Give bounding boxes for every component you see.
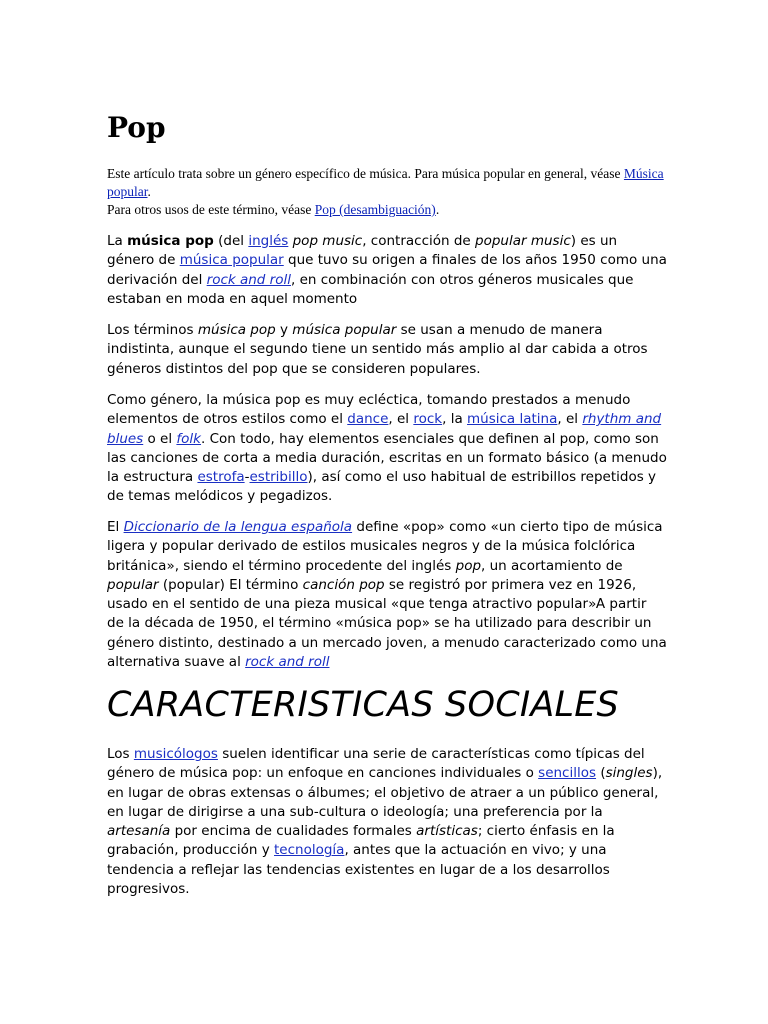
link-tecnologia[interactable]: tecnología xyxy=(274,842,345,859)
article-title: Pop xyxy=(107,111,166,144)
italic-term: popular xyxy=(107,576,159,593)
text: , un acortamiento de xyxy=(481,557,623,574)
text: se registró por primera vez en 1926, usado en el sentido de una pieza musical «que tenga atractivo popular»A partir de la década de 1950, el término «música pop» se ha utilizado para describir un género distinto, destinado a un mercado joven, a menudo caracterizado como una alternativa suave al xyxy=(107,576,667,671)
text: ), así como el uso habitual de estribillos repetidos y de temas melódicos y pegadizos. xyxy=(107,469,657,505)
link-estribillo[interactable]: estribillo xyxy=(249,469,308,486)
italic-term: canción pop xyxy=(302,576,385,593)
bold-term: música pop xyxy=(127,233,214,249)
italic-term: pop music xyxy=(292,233,363,249)
text: ; cierto énfasis en la grabación, producción y xyxy=(107,823,615,859)
link-rock[interactable]: rock xyxy=(413,411,443,428)
hatnote xyxy=(107,165,667,219)
text: , la xyxy=(442,411,468,428)
link-rock-and-roll[interactable]: rock and roll xyxy=(206,271,291,288)
link-ingles[interactable]: inglés xyxy=(248,233,289,249)
text: , en combinación con otros géneros musicales que estaban en moda en aquel momento xyxy=(107,271,634,307)
text: que tuvo su origen a finales de los años 1950 como una derivación del xyxy=(107,252,667,288)
italic-term: pop xyxy=(455,557,482,574)
link-musica-popular[interactable]: música popular xyxy=(179,252,284,269)
text: , contracción de xyxy=(362,233,476,249)
italic-term: artesanía xyxy=(107,823,171,840)
text: , el xyxy=(388,411,414,428)
text: - xyxy=(244,469,250,486)
italic-term: singles xyxy=(605,765,653,782)
link-rhythm-and-blues[interactable]: rhythm and blues xyxy=(107,411,662,447)
text: define «pop» como «un cierto tipo de música ligera y popular derivado de estilos musicales negros y de la música folclórica británica», siendo el término procedente del inglés xyxy=(107,519,663,574)
text: ), en lugar de obras extensas o álbumes; el objetivo de atraer a un público general, en lugar de dirigirse a una sub-cultura o ideología; una preferencia por la xyxy=(107,765,663,820)
text: ) es un género de xyxy=(107,233,618,269)
link-dance[interactable]: dance xyxy=(347,411,389,428)
link-musica-popular[interactable]: Música popular xyxy=(107,166,664,199)
text: Como género, la música pop es muy ecléctica, tomando prestados a menudo elementos de otros estilos como el xyxy=(107,392,631,428)
link-musicologos[interactable]: musicólogos xyxy=(133,746,218,762)
text: suelen identificar una serie de características como típicas del género de música pop: un enfoque en canciones individuales o xyxy=(107,746,645,782)
italic-term: música pop xyxy=(197,322,276,338)
link-diccionario[interactable]: Diccionario de la lengua española xyxy=(123,519,353,535)
text: La xyxy=(107,233,128,249)
text: El xyxy=(107,519,124,535)
paragraph-intro xyxy=(107,232,667,309)
text: Los términos xyxy=(107,322,198,338)
paragraph-social xyxy=(107,745,667,899)
link-estrofa[interactable]: estrofa xyxy=(197,469,245,486)
link-folk[interactable]: folk xyxy=(176,430,202,447)
paragraph-diccionario xyxy=(107,518,667,672)
hatnote-text: Este artículo trata sobre un género específico de música. Para música popular en general, véase xyxy=(107,166,624,181)
text: por encima de cualidades formales xyxy=(170,823,417,840)
italic-term: popular music xyxy=(475,233,571,249)
text: Los xyxy=(107,746,134,762)
italic-term: música popular xyxy=(292,322,397,338)
link-pop-desambiguacion[interactable]: Pop (desambiguación) xyxy=(314,202,436,217)
text: (popular) El término xyxy=(158,576,303,593)
link-musica-latina[interactable]: música latina xyxy=(467,411,558,428)
text: o el xyxy=(143,430,177,447)
hatnote-text: . xyxy=(435,202,440,217)
paragraph-terms xyxy=(107,321,667,379)
text: (del xyxy=(213,233,249,249)
link-rock-and-roll[interactable]: rock and roll xyxy=(245,654,330,671)
text: se usan a menudo de manera indistinta, aunque el segundo tiene un sentido más amplio al dar cabida a otros géneros distintos del pop que se consideren populares. xyxy=(107,322,648,377)
link-sencillos[interactable]: sencillos xyxy=(538,765,597,782)
text: , el xyxy=(557,411,583,428)
section-heading: CARACTERISTICAS SOCIALES xyxy=(107,685,619,725)
text: ( xyxy=(596,765,606,782)
text: y xyxy=(275,322,293,338)
text: , antes que la actuación en vivo; y una tendencia a reflejar las tendencias existentes en lugar de a los desarrollos progresivos. xyxy=(107,842,610,898)
hatnote-text: . xyxy=(147,184,151,199)
paragraph-genre xyxy=(107,391,667,507)
italic-term: artísticas xyxy=(416,823,478,840)
hatnote-text: Para otros usos de este término, véase xyxy=(107,202,315,217)
text: . Con todo, hay elementos esenciales que definen al pop, como son las canciones de corta a media duración, escritas en un formato básico (a menudo la estructura xyxy=(107,430,667,486)
